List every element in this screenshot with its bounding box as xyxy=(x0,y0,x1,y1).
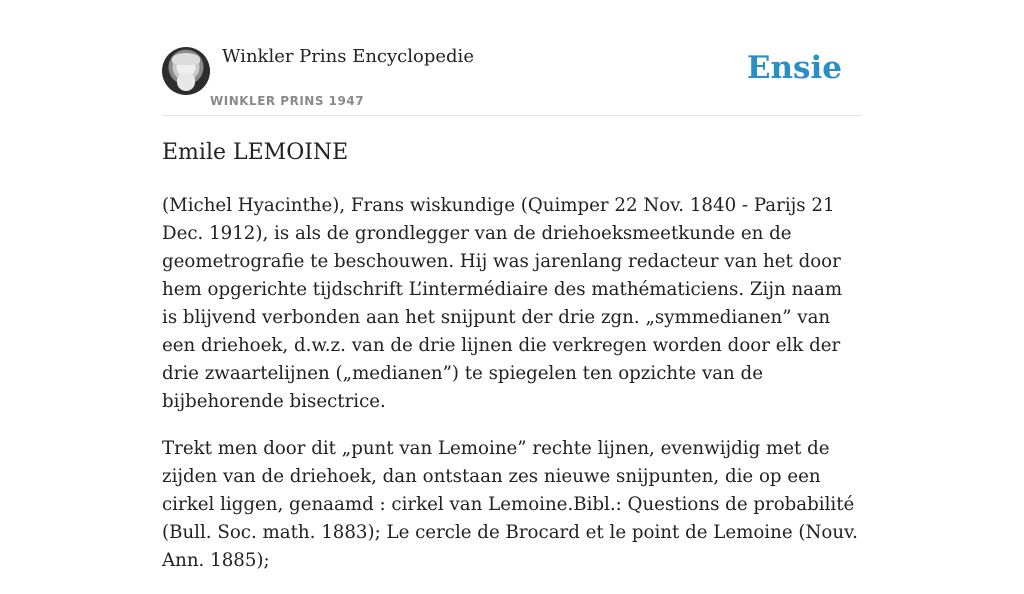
avatar-hair xyxy=(172,53,200,65)
article-paragraph: (Michel Hyacinthe), Frans wiskundige (Quimper 22 Nov. 1840 - Parijs 21 Dec. 1912), is als de grondlegger van de driehoeksmeetkunde en de geometrografie te beschouwen. Hij was jarenlang redacteur van het door hem opgerichte tijdschrift L’intermédiaire des mathématiciens. Zijn naam is blijvend verbonden aan het snijpunt der drie zgn. „symmedianen” van een driehoek, d.w.z. van de drie lijnen die verkregen worden door elk der drie zwaartelijnen („medianen”) te spiegelen ten opzichte van de bijbehorende bisectrice. xyxy=(162,195,843,412)
collection-label[interactable]: WINKLER PRINS 1947 xyxy=(210,94,365,108)
avatar-beard xyxy=(177,73,195,91)
article-paragraph: Trekt men door dit „punt van Lemoine” rechte lijnen, evenwijdig met de zijden van de driehoek, dan ontstaan zes nieuwe snijpunten, die op een cirkel liggen, genaamd : cirkel van Lemoine.Bibl.: Questions de probabilité (Bull. Soc. math. 1883); Le cercle de Brocard et le point de Lemoine (Nouv. Ann. 1885); xyxy=(162,438,858,571)
article-body xyxy=(162,192,862,594)
site-title-link[interactable]: Winkler Prins Encyclopedie xyxy=(222,46,474,67)
article-title: Emile LEMOINE xyxy=(162,140,349,165)
avatar[interactable] xyxy=(162,47,210,95)
ensie-logo[interactable]: Ensie xyxy=(746,50,842,86)
site-header xyxy=(162,0,862,116)
